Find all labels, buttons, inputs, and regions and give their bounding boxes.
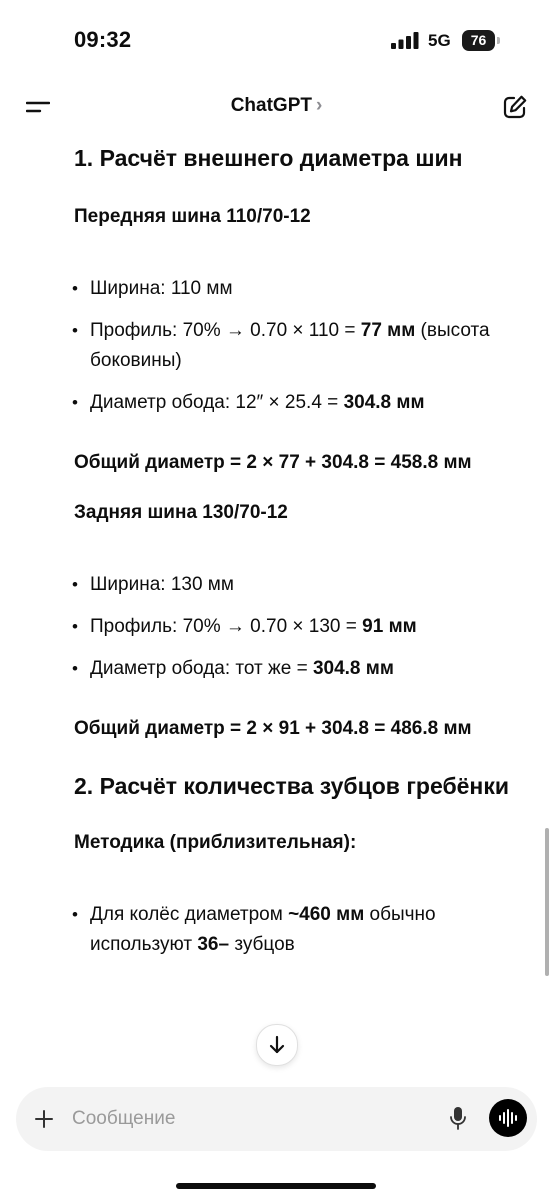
status-time: 09:32	[74, 27, 132, 52]
list-item: • Профиль: 70% → 0.70 × 130 = 91 мм	[74, 612, 514, 642]
battery-tip	[497, 37, 500, 44]
list-item: • Диаметр обода: тот же = 304.8 мм	[74, 654, 514, 684]
scrollbar[interactable]	[545, 828, 549, 976]
home-indicator	[176, 1183, 376, 1189]
rear-tire-title: Задняя шина 130/70-12	[74, 502, 288, 523]
rear-tire-list	[74, 570, 514, 684]
assistant-message	[74, 142, 514, 960]
status-bar	[0, 0, 553, 80]
message-input[interactable]	[72, 1104, 432, 1134]
plus-icon[interactable]	[34, 1109, 54, 1129]
network-type: 5G	[428, 31, 451, 50]
list-item: • Для колёс диаметром ~460 мм обычно используют 36– зубцов	[74, 900, 514, 960]
edit-icon[interactable]	[502, 94, 528, 120]
header-title: ChatGPT	[230, 95, 312, 116]
model-selector[interactable]	[0, 95, 553, 117]
front-tire-title: Передняя шина 110/70-12	[74, 206, 311, 227]
voice-waveform-icon	[498, 1108, 518, 1128]
front-total-diameter: Общий диаметр = 2 × 77 + 304.8 = 458.8 мм	[74, 452, 472, 473]
battery-icon	[462, 30, 502, 51]
cellular-signal-icon	[391, 32, 419, 49]
list-item: • Диаметр обода: 12″ × 25.4 = 304.8 мм	[74, 388, 514, 418]
list-item: • Профиль: 70% → 0.70 × 110 = 77 мм (высота боковины)	[74, 316, 514, 376]
front-tire-list	[74, 274, 514, 418]
section-heading-1: 1. Расчёт внешнего диаметра шин	[74, 145, 463, 171]
voice-mode-button[interactable]	[489, 1099, 527, 1137]
method-title: Методика (приблизительная):	[74, 832, 357, 853]
chevron-right-icon: ›	[315, 95, 323, 116]
mic-icon[interactable]	[449, 1106, 467, 1132]
rear-total-diameter: Общий диаметр = 2 × 91 + 304.8 = 486.8 мм	[74, 718, 472, 739]
arrow-down-icon	[267, 1035, 287, 1055]
battery-level: 76	[462, 30, 495, 51]
section-heading-2: 2. Расчёт количества зубцов гребёнки	[74, 773, 509, 799]
list-item: • Ширина: 110 мм	[74, 274, 514, 304]
scroll-to-bottom-button[interactable]	[256, 1024, 298, 1066]
list-item: • Ширина: 130 мм	[74, 570, 514, 600]
method-list	[74, 900, 514, 960]
chat-header	[0, 80, 553, 136]
